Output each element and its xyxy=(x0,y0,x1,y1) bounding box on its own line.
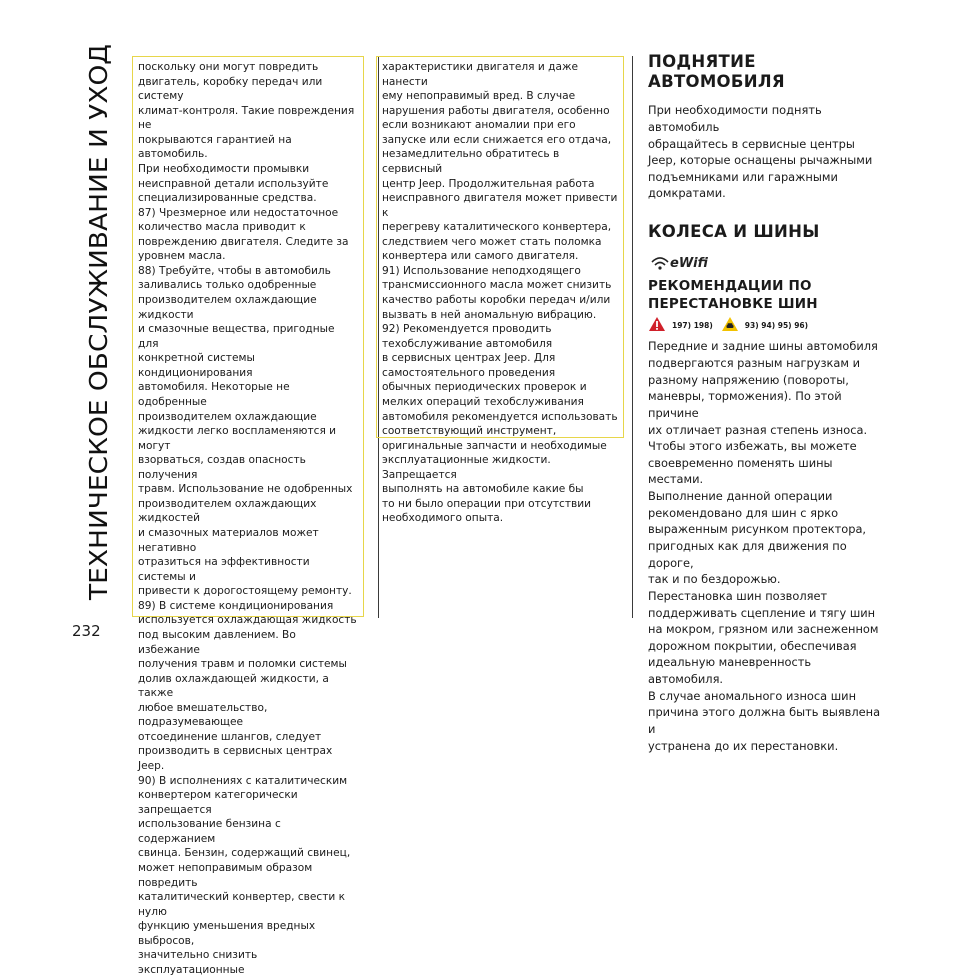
text-line: рекомендовано для шин с ярко xyxy=(648,505,839,520)
heading-line: АВТОМОБИЛЯ xyxy=(648,72,785,92)
text-line: 89) В системе кондиционирования xyxy=(138,599,334,612)
text-line: функцию уменьшения вредных выбросов, xyxy=(138,920,316,947)
text-line: в сервисных центрах Jeep. Для xyxy=(382,352,556,365)
text-line: 90) В исполнениях с каталитическим xyxy=(138,774,348,787)
text-line: так и по бездорожью. xyxy=(648,572,781,587)
text-line: жидкости легко воспламеняются и могут xyxy=(138,425,337,452)
text-line: трансмиссионного масла может снизить xyxy=(382,279,612,292)
ewifi-logo-text: eWifi xyxy=(670,256,708,272)
text-line: соответствующий инструмент, xyxy=(382,425,557,438)
text-line: подъемниками или гаражными xyxy=(648,169,838,184)
text-line: идеальную маневренность автомобиля. xyxy=(648,655,812,687)
text-line: использование бензина с содержанием xyxy=(138,818,281,845)
text-line: Jeep, которые оснащены рычажными xyxy=(648,153,873,168)
text-line: выраженным рисунком протектора, xyxy=(648,522,867,537)
text-line: конкретной системы кондиционирования xyxy=(138,352,255,379)
reference-icons xyxy=(648,315,884,335)
text-line: маневры, торможения). По этой причине xyxy=(648,389,842,420)
text-line: производителем охлаждающие жидкости xyxy=(138,294,317,321)
text-line: В случае аномального износа шин xyxy=(648,688,857,703)
heading-tyre-rotation xyxy=(648,278,884,313)
column-divider xyxy=(632,56,633,618)
heading-wheels-tyres: КОЛЕСА И ШИНЫ xyxy=(648,222,820,242)
text-line: своевременно поменять шины местами. xyxy=(648,455,833,487)
page-number: 232 xyxy=(72,622,101,640)
text-line: При необходимости промывки xyxy=(138,162,310,175)
text-line: то ни было операции при отсутствии xyxy=(382,497,592,510)
caution-references: 93) 94) 95) 96) xyxy=(744,320,809,330)
text-line: поскольку они могут повредить xyxy=(138,61,319,73)
main-column-3 xyxy=(648,52,884,754)
text-line: Выполнение данной операции xyxy=(648,489,833,504)
text-line: причина этого должна быть выявлена и xyxy=(648,705,881,737)
text-line: эксплуатационные жидкости. Запрещается xyxy=(382,454,551,481)
text-line: и смазочные вещества, пригодные для xyxy=(138,323,335,350)
text-line: повреждению двигателя. Следите за xyxy=(138,235,349,248)
text-line: используется охлаждающая жидкость xyxy=(138,614,357,627)
text-line: неисправной детали используйте xyxy=(138,177,329,190)
text-line: конвертером категорически запрещается xyxy=(138,789,298,816)
text-line: неисправного двигателя может привести к xyxy=(382,192,618,219)
text-line: разному напряжению (повороты, xyxy=(648,372,849,387)
ewifi-icon xyxy=(650,250,884,272)
text-line: получения травм и поломки системы xyxy=(138,658,347,671)
text-line: устранена до их перестановки. xyxy=(648,738,839,753)
text-line: производителем охлаждающих жидкостей xyxy=(138,497,317,525)
text-line: конвертера или самого двигателя. xyxy=(382,250,579,263)
text-line: заливались только одобренные xyxy=(138,279,317,292)
text-line: необходимого опыта. xyxy=(382,512,504,525)
text-line: 91) Использование неподходящего xyxy=(382,264,581,277)
note-box-column-2 xyxy=(376,56,624,525)
text-line: поддерживать сцепление и тягу шин xyxy=(648,605,876,620)
text-line: запуске или если снижается его отдача, xyxy=(382,133,612,146)
text-line: производителем охлаждающие xyxy=(138,410,317,423)
text-line: 87) Чрезмерное или недостаточное xyxy=(138,206,339,219)
text-line: перегреву каталитического конвертера, xyxy=(382,221,612,234)
heading-line: ПОДНЯТИЕ xyxy=(648,52,756,71)
text-line: 88) Требуйте, чтобы в автомобиль xyxy=(138,264,331,277)
text-line: автомобиля рекомендуется использовать xyxy=(382,410,618,423)
text-line: обычных периодических проверок и xyxy=(382,381,587,394)
paragraph-tyre-traction xyxy=(648,588,884,688)
text-line: подвергаются разным нагрузкам и xyxy=(648,355,861,370)
text-line: климат-контроля. Такие повреждения не xyxy=(138,104,355,132)
text-line: нарушения работы двигателя, особенно xyxy=(382,104,610,117)
caution-car-triangle-icon xyxy=(721,316,739,334)
warning-triangle-icon xyxy=(648,316,666,334)
text-line: отсоединение шлангов, следует xyxy=(138,730,322,743)
text-line: привести к дорогостоящему ремонту. xyxy=(138,585,352,598)
text-line: При необходимости поднять автомобиль xyxy=(648,103,822,134)
text-line: дорожном покрытии, обеспечивая xyxy=(648,638,857,653)
text-line: долив охлаждающей жидкости, а также xyxy=(138,672,329,700)
text-line: пригодных как для движения по дороге, xyxy=(648,539,847,570)
paragraph-lifting xyxy=(648,102,884,202)
text-line: домкратами. xyxy=(648,186,726,201)
paragraph-tyre-swap xyxy=(648,438,884,588)
warning-references: 197) 198) xyxy=(672,320,713,330)
text-line: на мокром, грязном или заснеженном xyxy=(648,622,879,637)
heading-line: РЕКОМЕНДАЦИИ ПО xyxy=(648,278,812,295)
text-line: 92) Рекомендуется проводить xyxy=(382,323,552,336)
text-line: и смазочных материалов может негативно xyxy=(138,527,319,554)
paragraph-tyre-load xyxy=(648,338,884,438)
text-line: Перестановка шин позволяет xyxy=(648,588,828,603)
text-line: качество работы коробки передач и/или xyxy=(382,294,611,306)
text-line: самостоятельного проведения xyxy=(382,366,556,379)
text-line: автомобиля. Некоторые не одобренные xyxy=(138,381,290,408)
text-line: Передние и задние шины автомобиля xyxy=(648,339,878,354)
section-side-title xyxy=(76,40,120,600)
text-line: взорваться, создав опасность получения xyxy=(138,454,306,481)
text-line: любое вмешательство, подразумевающее xyxy=(138,701,268,729)
text-line: мелких операций техобслуживания xyxy=(382,395,584,408)
text-line: травм. Использование не одобренных xyxy=(138,483,353,496)
text-line: их отличает разная степень износа. xyxy=(648,422,868,437)
heading-line: ПЕРЕСТАНОВКЕ ШИН xyxy=(648,295,818,312)
text-line: вызвать в ней аномальную вибрацию. xyxy=(382,308,597,321)
text-line: значительно снизить эксплуатационные xyxy=(138,949,258,976)
paragraph-abnormal-wear xyxy=(648,688,884,755)
text-line: следствием чего может стать поломка xyxy=(382,235,602,248)
text-line: специализированные средства. xyxy=(138,192,317,205)
text-line: центр Jeep. Продолжительная работа xyxy=(382,177,595,190)
text-line: количество масла приводит к xyxy=(138,221,306,234)
text-line: уровнем масла. xyxy=(138,250,226,263)
text-line: ему непоправимый вред. В случае xyxy=(382,90,576,103)
text-line: оригинальные запчасти и необходимые xyxy=(382,439,607,452)
text-line: техобслуживание автомобиля xyxy=(382,337,553,350)
text-line: под высоким давлением. Во избежание xyxy=(138,628,296,656)
text-line: выполнять на автомобиле какие бы xyxy=(382,483,584,496)
text-line: обращайтесь в сервисные центры xyxy=(648,136,855,151)
text-line: отразиться на эффективности системы и xyxy=(138,556,310,583)
text-line: свинца. Бензин, содержащий свинец, xyxy=(138,847,351,860)
text-line: может непоправимым образом повредить xyxy=(138,861,313,889)
heading-vehicle-lifting xyxy=(648,52,884,92)
text-line: Чтобы этого избежать, вы можете xyxy=(648,439,857,454)
section-title-text: ТЕХНИЧЕСКОЕ ОБСЛУЖИВАНИЕ И УХОД xyxy=(84,75,113,600)
text-line: если возникают аномалии при его xyxy=(382,119,576,132)
text-line: каталитический конвертер, свести к нулю xyxy=(138,891,346,918)
text-line: покрываются гарантией на автомобиль. xyxy=(138,133,292,161)
note-box-column-1 xyxy=(132,56,364,976)
text-line: характеристики двигателя и даже нанести xyxy=(382,61,579,88)
text-line: производить в сервисных центрах Jeep. xyxy=(138,745,333,772)
text-line: незамедлительно обратитесь в сервисный xyxy=(382,148,560,175)
text-line: двигатель, коробку передач или систему xyxy=(138,75,323,103)
